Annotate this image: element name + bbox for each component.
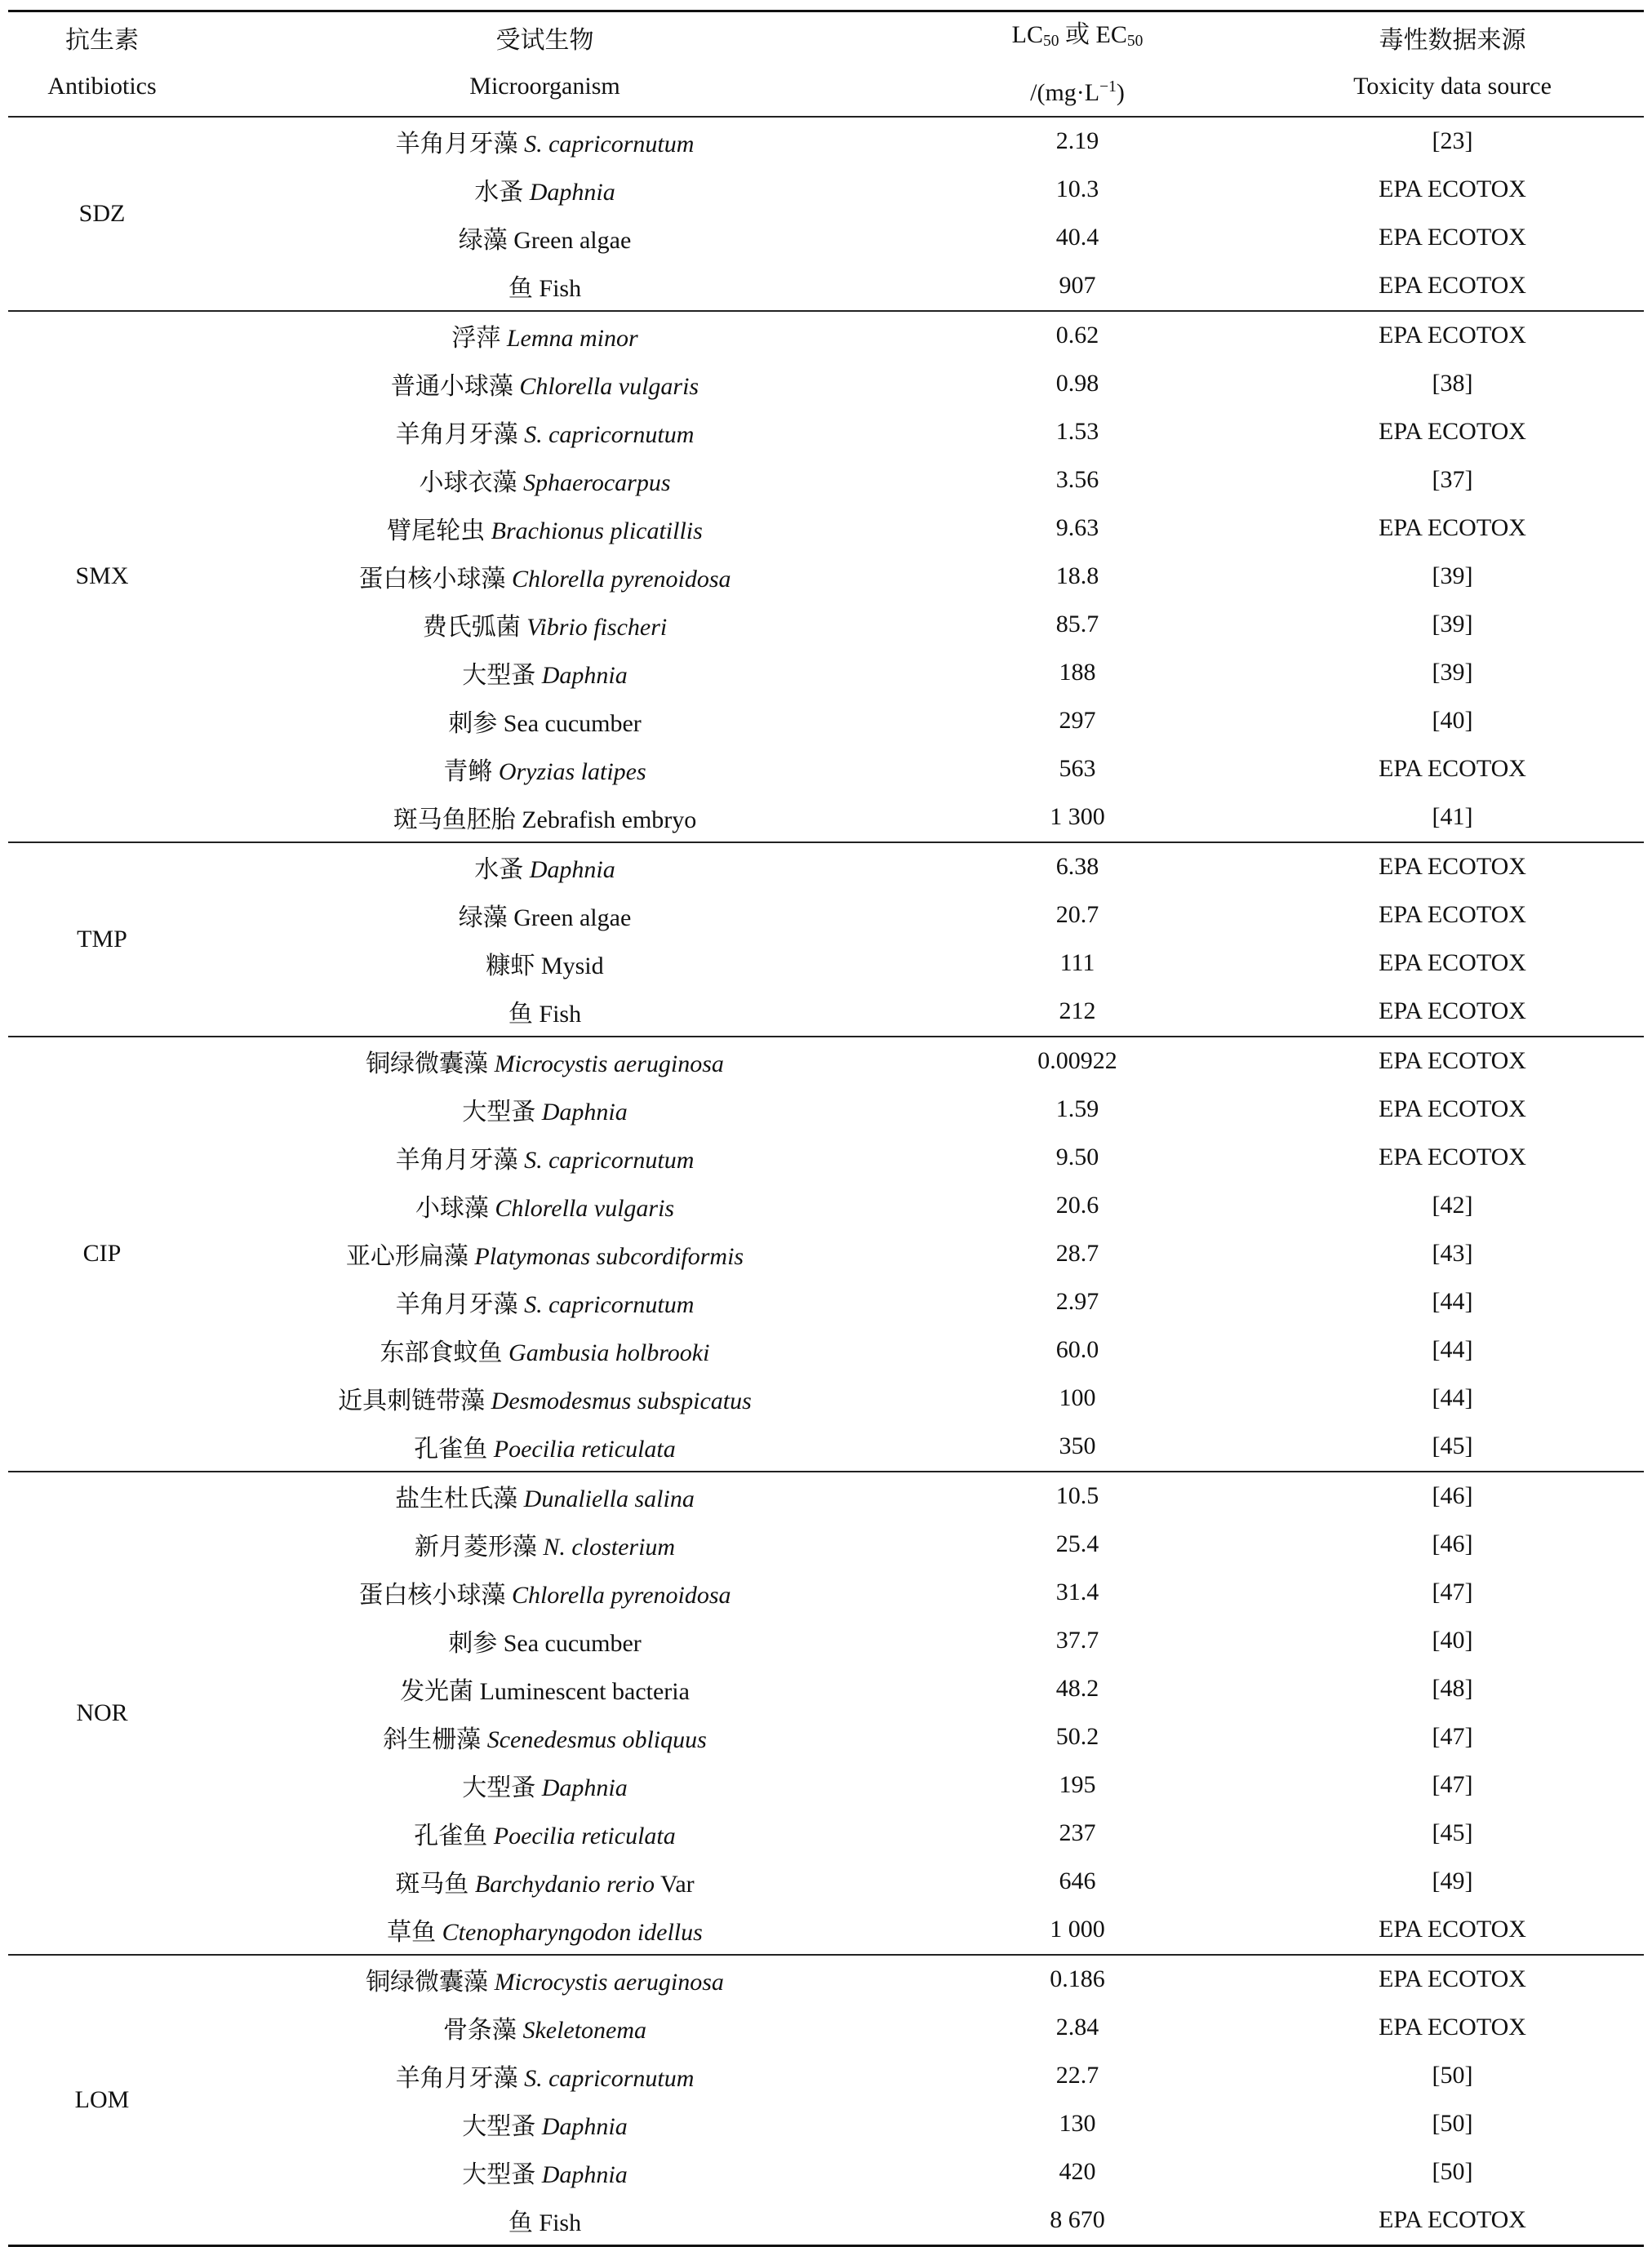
organism-zh: 发光菌: [400, 1678, 474, 1706]
source-cell: [45]: [1432, 1432, 1473, 1460]
toxicity-value-cell: 0.00922: [894, 1037, 1261, 1086]
antibiotic-cell: SMX: [8, 311, 196, 842]
table-row: [8, 2100, 1644, 2148]
table-row: [8, 601, 1644, 649]
toxicity-value-cell: 2.84: [1055, 2014, 1099, 2041]
source-cell: [45]: [1432, 1819, 1473, 1847]
organism-zh: 盐生杜氏藻: [395, 1485, 518, 1513]
organism-latin: Microcystis aeruginosa: [494, 1969, 724, 1996]
organism-latin: Oryzias latipes: [498, 758, 646, 786]
toxicity-value-cell: 563: [1059, 755, 1096, 783]
ec-text: 或 EC: [1059, 21, 1127, 48]
toxicity-value-cell: 100: [1059, 1384, 1096, 1412]
organism-cell: [196, 1230, 894, 1278]
organism-zh: 蛋白核小球藻: [358, 566, 506, 593]
toxicity-value-cell: 1 000: [1050, 1916, 1105, 1943]
organism-latin: Daphnia: [541, 2161, 628, 2189]
source-cell: [49]: [1432, 1867, 1473, 1895]
organism-en: Mysid: [540, 953, 604, 980]
source-cell: [43]: [1432, 1240, 1473, 1268]
table-row: [8, 1037, 1644, 1086]
source-cell: EPA ECOTOX: [1261, 1955, 1644, 2004]
header-lc50: [894, 11, 1261, 117]
toxicity-value-cell: 20.7: [1055, 901, 1099, 929]
toxicity-value-cell: 237: [1059, 1819, 1096, 1847]
organism-zh: 青鳉: [443, 758, 493, 786]
organism-latin: Poecilia reticulata: [493, 1823, 676, 1850]
table-row: [8, 1278, 1644, 1326]
table-row: [8, 1955, 1644, 2004]
toxicity-value-cell: 37.7: [1055, 1627, 1099, 1654]
table-row: [8, 649, 1644, 697]
organism-cell: [196, 793, 894, 842]
organism-zh: 羊角月牙藻: [395, 131, 518, 158]
organism-zh: 大型蚤: [462, 1099, 536, 1126]
organism-cell: [196, 1182, 894, 1230]
organism-latin: Barchydanio rerio: [474, 1871, 655, 1898]
organism-zh: 普通小球藻: [390, 373, 513, 401]
organism-cell: [196, 1326, 894, 1374]
antibiotic-cell: TMP: [8, 842, 196, 1037]
source-cell: [37]: [1432, 466, 1473, 494]
toxicity-value-cell: 0.186: [894, 1955, 1261, 2004]
organism-zh: 新月菱形藻: [414, 1534, 537, 1561]
organism-zh: 亚心形扁藻: [345, 1243, 469, 1271]
source-cell: EPA ECOTOX: [1379, 2014, 1526, 2041]
table-row: [8, 1713, 1644, 1761]
organism-cell: [196, 1521, 894, 1569]
organism-latin: Gambusia holbrooki: [508, 1339, 710, 1367]
organism-cell: [196, 1278, 894, 1326]
unit-text: /(mg·L: [1030, 78, 1100, 106]
table-row: [8, 408, 1644, 456]
source-cell: EPA ECOTOX: [1379, 224, 1526, 251]
header-antibiotics-en: Antibiotics: [47, 73, 157, 100]
organism-cell: [196, 1665, 894, 1713]
toxicity-value-cell: 60.0: [1055, 1336, 1099, 1364]
table-row: [8, 697, 1644, 745]
organism-zh: 斑马鱼胚胎: [393, 806, 516, 834]
organism-cell: [196, 1955, 894, 2004]
organism-latin: Daphnia: [529, 856, 615, 884]
organism-cell: [196, 2052, 894, 2100]
toxicity-value-cell: 48.2: [1055, 1675, 1099, 1703]
toxicity-value-cell: 111: [1059, 949, 1095, 977]
organism-zh: 孔雀鱼: [414, 1436, 488, 1463]
header-source-zh: 毒性数据来源: [1379, 27, 1526, 55]
organism-zh: 大型蚤: [462, 2161, 536, 2189]
table-row: [8, 1086, 1644, 1134]
organism-cell: [196, 1761, 894, 1810]
table-row: [8, 891, 1644, 939]
source-cell: [48]: [1432, 1675, 1473, 1703]
organism-cell: [196, 117, 894, 166]
organism-zh: 鱼: [508, 1001, 533, 1028]
organism-zh: 绿藻: [458, 227, 508, 255]
toxicity-value-cell: 0.62: [894, 311, 1261, 360]
table-row: [8, 1374, 1644, 1423]
toxicity-value-cell: 10.5: [894, 1472, 1261, 1521]
unit-close: ): [1116, 78, 1125, 106]
toxicity-value-cell: 3.56: [1055, 466, 1099, 494]
source-cell: EPA ECOTOX: [1379, 997, 1526, 1025]
organism-en: Sea cucumber: [503, 1630, 642, 1658]
toxicity-value-cell: 188: [1059, 659, 1096, 686]
antibiotic-cell: SDZ: [8, 117, 196, 311]
table-row: [8, 166, 1644, 214]
table-header: [8, 11, 1644, 117]
organism-zh: 糠虾: [486, 953, 535, 980]
table-row: [8, 1472, 1644, 1521]
organism-zh: 羊角月牙藻: [395, 421, 518, 449]
organism-cell: [196, 262, 894, 311]
organism-latin: Daphnia: [541, 1099, 628, 1126]
table-row: [8, 939, 1644, 988]
source-cell: [39]: [1432, 659, 1473, 686]
toxicity-value-cell: 2.97: [1055, 1288, 1099, 1316]
organism-en: Fish: [539, 2209, 582, 2237]
source-cell: EPA ECOTOX: [1261, 842, 1644, 891]
source-cell: EPA ECOTOX: [1379, 1095, 1526, 1123]
toxicity-value-cell: 50.2: [1055, 1723, 1099, 1751]
toxicity-value-cell: 130: [1059, 2110, 1096, 2138]
organism-zh: 费氏弧菌: [422, 614, 521, 642]
organism-latin: Daphnia: [529, 179, 615, 206]
table-row: [8, 117, 1644, 166]
lc-sub: 50: [1043, 32, 1059, 50]
toxicity-value-cell: 25.4: [1055, 1530, 1099, 1558]
organism-en: Green algae: [513, 904, 632, 932]
organism-latin: Dunaliella salina: [523, 1485, 695, 1513]
header-source: [1261, 11, 1644, 117]
table-row: [8, 504, 1644, 553]
organism-cell: [196, 1134, 894, 1182]
organism-latin: S. capricornutum: [524, 421, 695, 449]
organism-zh: 铜绿微囊藻: [366, 1050, 489, 1078]
table-row: [8, 262, 1644, 311]
organism-cell: [196, 166, 894, 214]
source-cell: [39]: [1432, 562, 1473, 590]
toxicity-value-cell: 907: [1059, 272, 1096, 300]
source-cell: [46]: [1432, 1530, 1473, 1558]
organism-zh: 羊角月牙藻: [395, 2065, 518, 2093]
organism-zh: 东部食蚊鱼: [380, 1339, 503, 1367]
source-cell: [39]: [1432, 611, 1473, 638]
toxicity-value-cell: 420: [1059, 2158, 1096, 2186]
toxicity-value-cell: 31.4: [1055, 1579, 1099, 1606]
organism-latin: Brachionus plicatillis: [491, 517, 703, 545]
header-antibiotics: [8, 11, 196, 117]
organism-cell: [196, 1858, 894, 1906]
ec-sub: 50: [1126, 32, 1144, 50]
organism-cell: [196, 504, 894, 553]
organism-cell: [196, 697, 894, 745]
source-cell: EPA ECOTOX: [1379, 514, 1526, 542]
organism-latin: Lemna minor: [506, 325, 638, 353]
organism-zh: 小球藻: [415, 1195, 489, 1223]
source-cell: [50]: [1432, 2110, 1473, 2138]
organism-en: Luminescent bacteria: [479, 1678, 690, 1706]
organism-cell: [196, 1086, 894, 1134]
source-cell: EPA ECOTOX: [1379, 272, 1526, 300]
toxicity-value-cell: 1.53: [1055, 418, 1099, 446]
organism-latin: Chlorella pyrenoidosa: [511, 1582, 731, 1610]
toxicity-value-cell: 9.50: [1055, 1143, 1099, 1171]
table-row: [8, 553, 1644, 601]
antibiotic-cell: LOM: [8, 1955, 196, 2246]
organism-cell: [196, 939, 894, 988]
table-row: [8, 842, 1644, 891]
source-cell: EPA ECOTOX: [1261, 2196, 1644, 2246]
source-cell: EPA ECOTOX: [1261, 1037, 1644, 1086]
organism-zh: 草鱼: [387, 1919, 437, 1947]
organism-latin: Sphaerocarpus: [522, 469, 671, 497]
table-row: [8, 1326, 1644, 1374]
toxicity-value-cell: 8 670: [894, 2196, 1261, 2246]
organism-zh: 孔雀鱼: [414, 1823, 488, 1850]
table-row: [8, 360, 1644, 408]
organism-cell: [196, 1810, 894, 1858]
table-row: [8, 1521, 1644, 1569]
antibiotic-cell: CIP: [8, 1037, 196, 1472]
source-cell: [42]: [1432, 1192, 1473, 1219]
header-lc50-unit: [894, 64, 1261, 116]
toxicity-value-cell: 18.8: [1055, 562, 1099, 590]
organism-zh: 绿藻: [458, 904, 508, 932]
antibiotic-cell: NOR: [8, 1472, 196, 1955]
table-body: [8, 117, 1644, 2246]
source-cell: [50]: [1432, 2158, 1473, 2186]
toxicity-value-cell: 212: [1059, 997, 1096, 1025]
organism-cell: [196, 2148, 894, 2196]
organism-cell: [196, 2004, 894, 2052]
table-row: [8, 1617, 1644, 1665]
organism-zh: 骨条藻: [442, 2017, 517, 2045]
organism-zh: 刺参: [448, 1630, 498, 1658]
source-cell: EPA ECOTOX: [1379, 418, 1526, 446]
organism-latin: Daphnia: [541, 1774, 628, 1802]
organism-latin: S. capricornutum: [524, 2065, 695, 2093]
organism-en: Sea cucumber: [503, 710, 642, 738]
table-row: [8, 1858, 1644, 1906]
header-source-en: Toxicity data source: [1353, 73, 1552, 100]
source-cell: [50]: [1432, 2062, 1473, 2089]
toxicity-value-cell: 195: [1059, 1771, 1096, 1799]
table-row: [8, 214, 1644, 262]
organism-zh: 刺参: [448, 710, 498, 738]
source-cell: EPA ECOTOX: [1379, 901, 1526, 929]
table-row: [8, 988, 1644, 1037]
toxicity-value-cell: 646: [1059, 1867, 1096, 1895]
unit-sup: −1: [1099, 78, 1117, 95]
organism-zh: 斜生栅藻: [383, 1726, 482, 1754]
organism-cell: [196, 2100, 894, 2148]
organism-latin: Chlorella pyrenoidosa: [511, 566, 731, 593]
organism-cell: [196, 1037, 894, 1086]
table-row: [8, 311, 1644, 360]
source-cell: [44]: [1432, 1384, 1473, 1412]
organism-zh: 鱼: [508, 2209, 533, 2237]
organism-latin: Ctenopharyngodon idellus: [442, 1919, 703, 1947]
toxicity-value-cell: 350: [1059, 1432, 1096, 1460]
source-cell: EPA ECOTOX: [1379, 1143, 1526, 1171]
organism-cell: [196, 408, 894, 456]
organism-zh: 斑马鱼: [395, 1871, 469, 1898]
lc-text: LC: [1011, 21, 1043, 48]
organism-latin: Microcystis aeruginosa: [494, 1050, 724, 1078]
table-row: [8, 1665, 1644, 1713]
header-microorganism: [196, 11, 894, 117]
toxicity-table: [8, 10, 1644, 2247]
table-row: [8, 1906, 1644, 1955]
toxicity-value-cell: 20.6: [1055, 1192, 1099, 1219]
organism-cell: [196, 1472, 894, 1521]
table-row: [8, 745, 1644, 793]
toxicity-value-cell: 9.63: [1055, 514, 1099, 542]
toxicity-value-cell: 22.7: [1055, 2062, 1099, 2089]
table-row: [8, 1761, 1644, 1810]
table-row: [8, 2148, 1644, 2196]
table-row: [8, 2196, 1644, 2246]
organism-latin: S. capricornutum: [524, 1147, 695, 1175]
organism-zh: 蛋白核小球藻: [358, 1582, 506, 1610]
organism-zh: 小球衣藻: [419, 469, 517, 497]
organism-latin: Daphnia: [541, 2113, 628, 2141]
organism-cell: [196, 988, 894, 1037]
table-row: [8, 2004, 1644, 2052]
organism-latin: Daphnia: [541, 662, 628, 690]
header-microorganism-en: Microorganism: [469, 73, 620, 100]
organism-cell: [196, 1374, 894, 1423]
header-antibiotics-zh: 抗生素: [65, 27, 139, 55]
organism-latin: Chlorella vulgaris: [495, 1195, 675, 1223]
organism-en: Fish: [539, 1001, 582, 1028]
source-cell: [46]: [1261, 1472, 1644, 1521]
organism-cell: [196, 1906, 894, 1955]
organism-zh: 大型蚤: [462, 2113, 536, 2141]
toxicity-value-cell: 28.7: [1055, 1240, 1099, 1268]
source-cell: [40]: [1432, 707, 1473, 735]
toxicity-value-cell: 297: [1059, 707, 1096, 735]
organism-latin: Scenedesmus obliquus: [486, 1726, 707, 1754]
toxicity-table-container: [8, 10, 1644, 2247]
organism-latin: Vibrio fischeri: [526, 614, 668, 642]
header-microorganism-zh: 受试生物: [495, 27, 594, 55]
organism-zh: 羊角月牙藻: [395, 1291, 518, 1319]
source-cell: [47]: [1432, 1771, 1473, 1799]
toxicity-value-cell: 40.4: [1055, 224, 1099, 251]
organism-en: Var: [660, 1871, 695, 1898]
organism-cell: [196, 1617, 894, 1665]
organism-cell: [196, 649, 894, 697]
organism-latin: Poecilia reticulata: [493, 1436, 676, 1463]
organism-zh: 近具刺链带藻: [338, 1388, 486, 1415]
toxicity-value-cell: 10.3: [1055, 175, 1099, 203]
table-row: [8, 1134, 1644, 1182]
table-row: [8, 2052, 1644, 2100]
toxicity-value-cell: 1.59: [1055, 1095, 1099, 1123]
organism-en: Fish: [539, 275, 582, 303]
source-cell: [44]: [1432, 1336, 1473, 1364]
organism-latin: N. closterium: [543, 1534, 676, 1561]
organism-zh: 浮萍: [451, 325, 501, 353]
table-row: [8, 1569, 1644, 1617]
table-row: [8, 1423, 1644, 1472]
source-cell: EPA ECOTOX: [1379, 949, 1526, 977]
organism-cell: [196, 1713, 894, 1761]
organism-latin: Skeletonema: [522, 2017, 647, 2045]
toxicity-value-cell: 6.38: [894, 842, 1261, 891]
organism-cell: [196, 745, 894, 793]
organism-cell: [196, 1569, 894, 1617]
source-cell: EPA ECOTOX: [1379, 1916, 1526, 1943]
organism-zh: 水蚤: [474, 179, 524, 206]
table-row: [8, 793, 1644, 842]
organism-latin: S. capricornutum: [524, 131, 695, 158]
organism-cell: [196, 601, 894, 649]
table-row: [8, 1810, 1644, 1858]
source-cell: EPA ECOTOX: [1379, 175, 1526, 203]
source-cell: [40]: [1432, 1627, 1473, 1654]
source-cell: [44]: [1432, 1288, 1473, 1316]
source-cell: [41]: [1432, 803, 1473, 831]
organism-zh: 羊角月牙藻: [395, 1147, 518, 1175]
organism-zh: 大型蚤: [462, 1774, 536, 1802]
organism-cell: [196, 891, 894, 939]
toxicity-value-cell: 1 300: [1050, 803, 1105, 831]
organism-latin: Platymonas subcordiformis: [474, 1243, 744, 1271]
source-cell: EPA ECOTOX: [1379, 755, 1526, 783]
table-row: [8, 1230, 1644, 1278]
organism-latin: Desmodesmus subspicatus: [491, 1388, 752, 1415]
organism-zh: 水蚤: [474, 856, 524, 884]
toxicity-value-cell: 2.19: [894, 117, 1261, 166]
organism-latin: S. capricornutum: [524, 1291, 695, 1319]
organism-cell: [196, 842, 894, 891]
source-cell: EPA ECOTOX: [1261, 311, 1644, 360]
organism-cell: [196, 214, 894, 262]
organism-zh: 臂尾轮虫: [387, 517, 486, 545]
table-row: [8, 1182, 1644, 1230]
organism-latin: Chlorella vulgaris: [519, 373, 699, 401]
organism-cell: [196, 2196, 894, 2246]
toxicity-value-cell: 85.7: [1055, 611, 1099, 638]
source-cell: [23]: [1261, 117, 1644, 166]
organism-cell: [196, 553, 894, 601]
source-cell: [38]: [1432, 370, 1473, 397]
header-lc50-line1: [894, 12, 1261, 64]
source-cell: [47]: [1432, 1579, 1473, 1606]
organism-en: Zebrafish embryo: [522, 806, 697, 834]
table-row: [8, 456, 1644, 504]
organism-cell: [196, 360, 894, 408]
organism-cell: [196, 1423, 894, 1472]
organism-zh: 大型蚤: [462, 662, 536, 690]
toxicity-value-cell: 0.98: [1055, 370, 1099, 397]
organism-zh: 铜绿微囊藻: [366, 1969, 489, 1996]
organism-zh: 鱼: [508, 275, 533, 303]
source-cell: [47]: [1432, 1723, 1473, 1751]
organism-cell: [196, 456, 894, 504]
organism-en: Green algae: [513, 227, 632, 255]
organism-cell: [196, 311, 894, 360]
